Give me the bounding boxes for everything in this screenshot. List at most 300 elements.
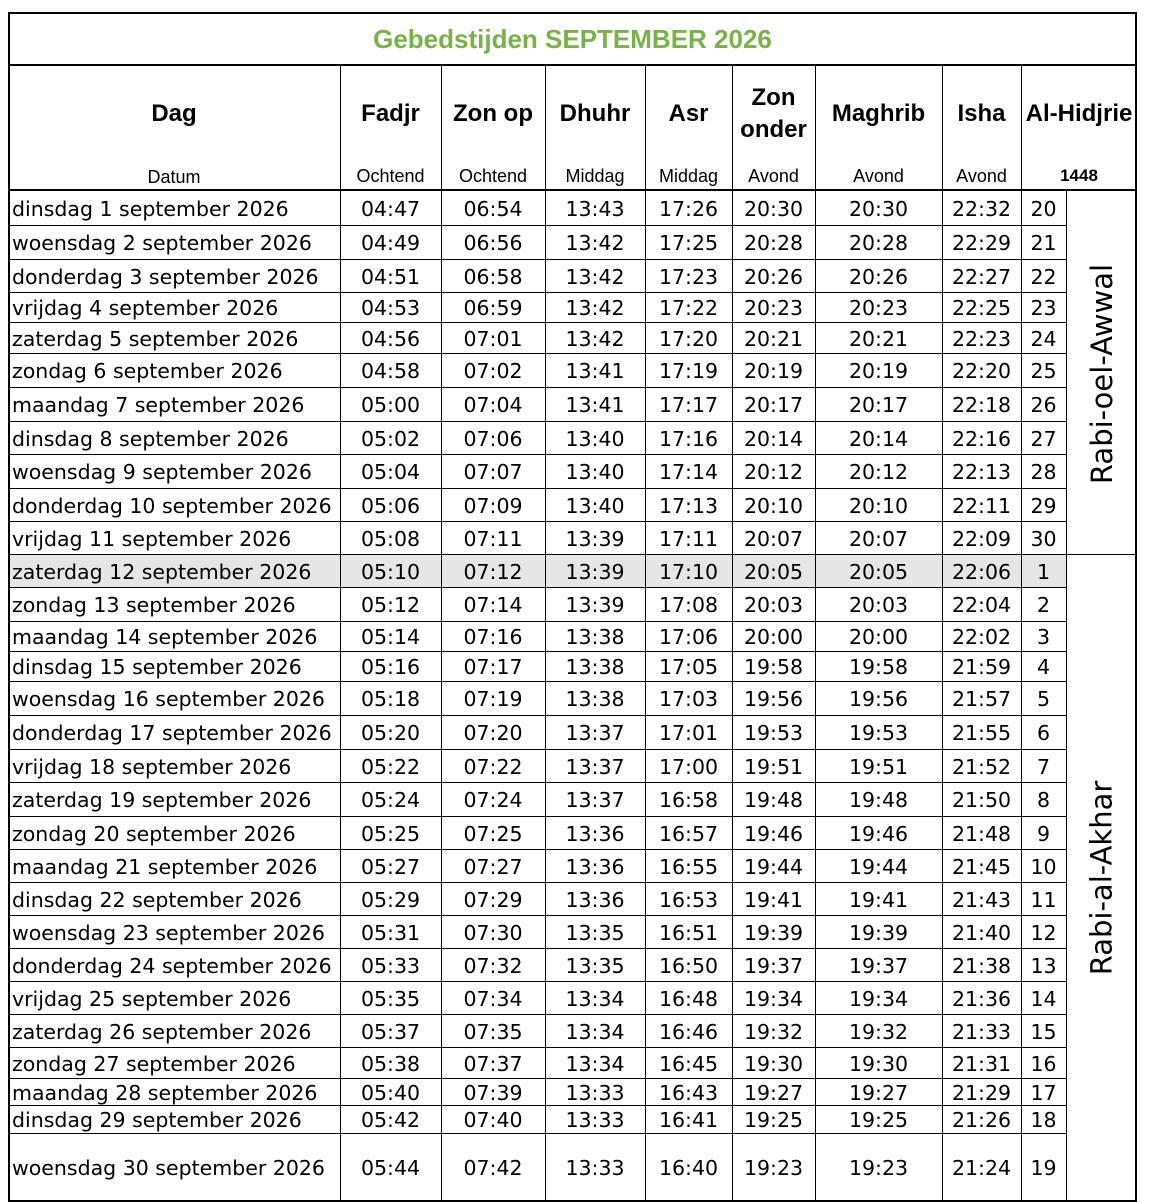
isha-time-cell: 22:06 <box>951 559 1012 584</box>
fadjr-time-cell: 04:51 <box>360 264 421 289</box>
hijri-day-cell: 28 <box>1030 460 1057 484</box>
prayer-times-sheet <box>8 12 1139 1193</box>
column-divider <box>942 66 943 1202</box>
asr-time-cell: 16:50 <box>658 953 719 978</box>
fadjr-time-cell: 05:24 <box>360 788 421 812</box>
isha-time-cell: 22:32 <box>951 197 1012 221</box>
fadjr-time-cell: 05:35 <box>360 986 421 1011</box>
zonop-time-cell: 07:24 <box>463 788 523 812</box>
date-cell: zaterdag 19 september 2026 <box>12 788 312 812</box>
zonop-time-cell: 07:27 <box>463 854 523 879</box>
fadjr-time-cell: 04:47 <box>360 197 421 221</box>
fadjr-time-cell: 05:42 <box>360 1108 421 1132</box>
subheader-dag: Datum <box>147 167 201 187</box>
dhuhr-time-cell: 13:34 <box>565 986 625 1011</box>
date-cell: vrijdag 11 september 2026 <box>12 526 292 551</box>
subheader-isha: Avond <box>956 165 1007 186</box>
maghrib-time-cell: 19:23 <box>848 1155 909 1180</box>
maghrib-time-cell: 19:37 <box>848 953 909 978</box>
dhuhr-time-cell: 13:33 <box>565 1108 625 1132</box>
date-cell: woensdag 9 september 2026 <box>12 460 312 484</box>
subheader-hidjri: 1448 <box>1060 166 1098 185</box>
maghrib-time-cell: 20:30 <box>848 197 909 221</box>
fadjr-time-cell: 05:44 <box>360 1155 421 1180</box>
asr-time-cell: 17:22 <box>658 296 719 320</box>
zonop-time-cell: 07:11 <box>463 526 523 551</box>
date-cell: zondag 20 september 2026 <box>12 821 296 846</box>
zononder-time-cell: 20:21 <box>743 326 804 351</box>
maghrib-time-cell: 19:56 <box>848 687 909 711</box>
zonop-time-cell: 07:35 <box>463 1019 523 1044</box>
header-zononder: Zon onder <box>740 84 807 143</box>
maghrib-time-cell: 20:10 <box>848 493 909 518</box>
date-cell: woensdag 23 september 2026 <box>12 920 325 945</box>
asr-time-cell: 17:23 <box>658 264 719 289</box>
zononder-time-cell: 20:26 <box>743 264 804 289</box>
dhuhr-time-cell: 13:42 <box>565 296 625 320</box>
asr-time-cell: 17:08 <box>658 593 719 617</box>
header-asr: Asr <box>668 100 709 127</box>
hijri-day-cell: 9 <box>1036 821 1051 846</box>
isha-time-cell: 22:23 <box>951 326 1012 351</box>
asr-time-cell: 17:20 <box>658 326 719 351</box>
maghrib-time-cell: 19:27 <box>848 1080 909 1105</box>
maghrib-time-cell: 19:25 <box>848 1108 909 1132</box>
isha-time-cell: 21:57 <box>951 687 1012 711</box>
header-fadjr: Fadjr <box>361 100 420 127</box>
asr-time-cell: 16:48 <box>658 986 719 1011</box>
date-cell: zondag 6 september 2026 <box>12 359 283 383</box>
zonop-time-cell: 07:19 <box>463 687 523 711</box>
column-divider <box>1066 190 1067 1202</box>
dhuhr-time-cell: 13:35 <box>565 953 625 978</box>
dhuhr-time-cell: 13:35 <box>565 920 625 945</box>
zononder-time-cell: 19:39 <box>743 920 804 945</box>
subheader-maghrib: Avond <box>853 165 904 186</box>
zononder-time-cell: 19:44 <box>743 854 804 879</box>
date-cell: maandag 21 september 2026 <box>12 854 318 879</box>
maghrib-time-cell: 19:46 <box>848 821 909 846</box>
zonop-time-cell: 07:01 <box>463 326 523 351</box>
subheader-fadjr: Ochtend <box>356 165 425 186</box>
zononder-time-cell: 20:19 <box>743 359 804 383</box>
asr-time-cell: 17:13 <box>658 493 719 518</box>
fadjr-time-cell: 05:29 <box>360 887 421 912</box>
isha-time-cell: 21:33 <box>951 1019 1012 1044</box>
isha-time-cell: 22:20 <box>951 359 1012 383</box>
zononder-time-cell: 20:17 <box>743 393 804 417</box>
asr-time-cell: 17:26 <box>658 197 719 221</box>
zonop-time-cell: 07:34 <box>463 986 523 1011</box>
isha-time-cell: 22:11 <box>951 493 1012 518</box>
date-cell: dinsdag 15 september 2026 <box>12 655 302 679</box>
column-divider <box>815 66 816 1202</box>
date-cell: maandag 14 september 2026 <box>12 625 318 649</box>
zonop-time-cell: 06:58 <box>463 264 523 289</box>
header-dag: Dag <box>151 100 197 127</box>
isha-time-cell: 22:25 <box>951 296 1012 320</box>
isha-time-cell: 22:13 <box>951 460 1012 484</box>
dhuhr-time-cell: 13:36 <box>565 854 625 879</box>
asr-time-cell: 17:01 <box>658 721 719 745</box>
zonop-time-cell: 07:20 <box>463 721 523 745</box>
hijri-day-cell: 19 <box>1030 1155 1057 1180</box>
date-cell: donderdag 3 september 2026 <box>12 264 319 289</box>
fadjr-time-cell: 05:37 <box>360 1019 421 1044</box>
zononder-time-cell: 19:34 <box>743 986 804 1011</box>
zonop-time-cell: 07:29 <box>463 887 523 912</box>
dhuhr-time-cell: 13:36 <box>565 887 625 912</box>
asr-time-cell: 17:11 <box>658 526 719 551</box>
zononder-time-cell: 20:30 <box>743 197 804 221</box>
asr-time-cell: 17:05 <box>658 655 719 679</box>
dhuhr-time-cell: 13:39 <box>565 593 625 617</box>
hijri-day-cell: 3 <box>1036 625 1051 649</box>
zononder-time-cell: 19:46 <box>743 821 804 846</box>
column-divider <box>340 66 341 1202</box>
zonop-time-cell: 07:14 <box>463 593 523 617</box>
zonop-time-cell: 07:04 <box>463 393 523 417</box>
isha-time-cell: 21:55 <box>951 721 1012 745</box>
zononder-time-cell: 20:23 <box>743 296 804 320</box>
asr-time-cell: 17:17 <box>658 393 719 417</box>
isha-time-cell: 21:26 <box>951 1108 1012 1132</box>
maghrib-time-cell: 20:07 <box>848 526 909 551</box>
asr-time-cell: 17:14 <box>658 460 719 484</box>
fadjr-time-cell: 05:12 <box>360 593 421 617</box>
isha-time-cell: 22:02 <box>951 625 1012 649</box>
header-isha: Isha <box>957 100 1006 127</box>
maghrib-time-cell: 19:32 <box>848 1019 909 1044</box>
date-cell: maandag 7 september 2026 <box>12 393 305 417</box>
fadjr-time-cell: 05:20 <box>360 721 421 745</box>
isha-time-cell: 21:50 <box>951 788 1012 812</box>
maghrib-time-cell: 20:28 <box>848 231 909 255</box>
fadjr-time-cell: 05:00 <box>360 393 421 417</box>
isha-time-cell: 22:04 <box>951 593 1012 617</box>
fadjr-time-cell: 05:16 <box>360 655 421 679</box>
zononder-time-cell: 20:10 <box>743 493 804 518</box>
zononder-time-cell: 20:28 <box>743 231 804 255</box>
asr-time-cell: 17:06 <box>658 625 719 649</box>
zonop-time-cell: 07:32 <box>463 953 523 978</box>
zononder-time-cell: 19:56 <box>743 687 804 711</box>
isha-time-cell: 22:29 <box>951 231 1012 255</box>
dhuhr-time-cell: 13:33 <box>565 1155 625 1180</box>
asr-time-cell: 17:00 <box>658 754 719 779</box>
column-divider <box>1021 66 1022 1202</box>
fadjr-time-cell: 05:27 <box>360 854 421 879</box>
hijri-day-cell: 23 <box>1030 296 1057 320</box>
maghrib-time-cell: 19:39 <box>848 920 909 945</box>
dhuhr-time-cell: 13:34 <box>565 1051 625 1076</box>
date-cell: woensdag 16 september 2026 <box>12 687 325 711</box>
zonop-time-cell: 07:02 <box>463 359 523 383</box>
hijri-day-cell: 6 <box>1036 721 1051 745</box>
date-cell: donderdag 10 september 2026 <box>12 493 332 518</box>
column-divider <box>8 66 10 1202</box>
asr-time-cell: 17:19 <box>658 359 719 383</box>
hijri-day-cell: 12 <box>1030 920 1057 945</box>
hijri-day-cell: 26 <box>1030 393 1057 417</box>
dhuhr-time-cell: 13:43 <box>565 197 625 221</box>
fadjr-time-cell: 05:40 <box>360 1080 421 1105</box>
dhuhr-time-cell: 13:40 <box>565 493 625 518</box>
asr-time-cell: 17:10 <box>658 559 719 584</box>
dhuhr-time-cell: 13:42 <box>565 264 625 289</box>
date-cell: zaterdag 26 september 2026 <box>12 1019 312 1044</box>
column-divider <box>732 66 733 1202</box>
hijri-day-cell: 1 <box>1036 559 1051 584</box>
isha-time-cell: 21:45 <box>951 854 1012 879</box>
asr-time-cell: 17:25 <box>658 231 719 255</box>
zononder-time-cell: 19:48 <box>743 788 804 812</box>
zonop-time-cell: 07:30 <box>463 920 523 945</box>
zonop-time-cell: 07:06 <box>463 426 523 451</box>
asr-time-cell: 17:16 <box>658 426 719 451</box>
maghrib-time-cell: 19:48 <box>848 788 909 812</box>
fadjr-time-cell: 05:38 <box>360 1051 421 1076</box>
dhuhr-time-cell: 13:42 <box>565 326 625 351</box>
maghrib-time-cell: 20:00 <box>848 625 909 649</box>
zonop-time-cell: 07:37 <box>463 1051 523 1076</box>
isha-time-cell: 21:43 <box>951 887 1012 912</box>
hijri-day-cell: 15 <box>1030 1019 1057 1044</box>
hijri-day-cell: 13 <box>1030 953 1057 978</box>
isha-time-cell: 21:52 <box>951 754 1012 779</box>
zononder-time-cell: 19:41 <box>743 887 804 912</box>
fadjr-time-cell: 05:02 <box>360 426 421 451</box>
asr-time-cell: 16:58 <box>658 788 719 812</box>
maghrib-time-cell: 20:19 <box>848 359 909 383</box>
asr-time-cell: 16:46 <box>658 1019 719 1044</box>
fadjr-time-cell: 05:08 <box>360 526 421 551</box>
maghrib-time-cell: 20:23 <box>848 296 909 320</box>
page-title: Gebedstijden SEPTEMBER 2026 <box>8 12 1137 66</box>
hijri-day-cell: 29 <box>1030 493 1057 518</box>
zonop-time-cell: 06:56 <box>463 231 523 255</box>
dhuhr-time-cell: 13:39 <box>565 526 625 551</box>
hijri-day-cell: 20 <box>1030 197 1057 221</box>
fadjr-time-cell: 05:33 <box>360 953 421 978</box>
zononder-time-cell: 20:00 <box>743 625 804 649</box>
fadjr-time-cell: 05:06 <box>360 493 421 518</box>
isha-time-cell: 21:29 <box>951 1080 1012 1105</box>
isha-time-cell: 21:36 <box>951 986 1012 1011</box>
maghrib-time-cell: 20:12 <box>848 460 909 484</box>
zonop-time-cell: 07:12 <box>463 559 523 584</box>
zononder-time-cell: 19:58 <box>743 655 804 679</box>
column-divider <box>645 66 646 1202</box>
dhuhr-time-cell: 13:37 <box>565 788 625 812</box>
date-cell: dinsdag 8 september 2026 <box>12 426 289 451</box>
zononder-time-cell: 20:05 <box>743 559 804 584</box>
hijri-day-cell: 21 <box>1030 231 1057 255</box>
hijri-month-label: Rabi-oel-Awwal <box>1084 263 1119 484</box>
subheader-dhuhr: Middag <box>565 165 625 186</box>
fadjr-time-cell: 05:10 <box>360 559 421 584</box>
fadjr-time-cell: 04:53 <box>360 296 421 320</box>
asr-time-cell: 16:40 <box>658 1155 719 1180</box>
date-cell: donderdag 24 september 2026 <box>12 953 332 978</box>
zononder-time-cell: 20:07 <box>743 526 804 551</box>
dhuhr-time-cell: 13:36 <box>565 821 625 846</box>
isha-time-cell: 22:09 <box>951 526 1012 551</box>
zononder-time-cell: 19:32 <box>743 1019 804 1044</box>
zonop-time-cell: 07:07 <box>463 460 523 484</box>
zonop-time-cell: 07:09 <box>463 493 523 518</box>
zononder-time-cell: 20:03 <box>743 593 804 617</box>
dhuhr-time-cell: 13:40 <box>565 426 625 451</box>
hijri-day-cell: 18 <box>1030 1108 1057 1132</box>
hijri-day-cell: 11 <box>1030 887 1057 912</box>
header-zonop: Zon op <box>453 100 533 127</box>
zonop-time-cell: 07:16 <box>463 625 523 649</box>
date-cell: dinsdag 22 september 2026 <box>12 887 302 912</box>
zononder-time-cell: 19:30 <box>743 1051 804 1076</box>
date-cell: woensdag 30 september 2026 <box>12 1155 325 1180</box>
date-cell: dinsdag 29 september 2026 <box>12 1108 302 1132</box>
dhuhr-time-cell: 13:41 <box>565 393 625 417</box>
isha-time-cell: 21:31 <box>951 1051 1012 1076</box>
fadjr-time-cell: 05:31 <box>360 920 421 945</box>
maghrib-time-cell: 20:03 <box>848 593 909 617</box>
header-maghrib: Maghrib <box>831 100 926 127</box>
dhuhr-time-cell: 13:40 <box>565 460 625 484</box>
fadjr-time-cell: 04:58 <box>360 359 421 383</box>
subheader-zonop: Ochtend <box>458 165 528 186</box>
dhuhr-time-cell: 13:34 <box>565 1019 625 1044</box>
isha-time-cell: 22:18 <box>951 393 1012 417</box>
maghrib-time-cell: 19:34 <box>848 986 909 1011</box>
maghrib-time-cell: 19:58 <box>848 655 909 679</box>
zononder-time-cell: 19:37 <box>743 953 804 978</box>
fadjr-time-cell: 05:25 <box>360 821 421 846</box>
date-cell: zondag 13 september 2026 <box>12 593 296 617</box>
maghrib-time-cell: 20:17 <box>848 393 909 417</box>
header-divider <box>8 189 1137 191</box>
hijri-day-cell: 8 <box>1036 788 1051 812</box>
asr-time-cell: 17:03 <box>658 687 719 711</box>
dhuhr-time-cell: 13:42 <box>565 231 625 255</box>
dhuhr-time-cell: 13:41 <box>565 359 625 383</box>
zonop-time-cell: 07:42 <box>463 1155 523 1180</box>
hijri-day-cell: 22 <box>1030 264 1057 289</box>
zononder-time-cell: 20:12 <box>743 460 804 484</box>
isha-time-cell: 21:24 <box>951 1155 1012 1180</box>
asr-time-cell: 16:45 <box>658 1051 719 1076</box>
isha-time-cell: 21:40 <box>951 920 1012 945</box>
zononder-time-cell: 19:25 <box>743 1108 804 1132</box>
maghrib-time-cell: 19:53 <box>848 721 909 745</box>
dhuhr-time-cell: 13:37 <box>565 721 625 745</box>
zonop-time-cell: 06:59 <box>463 296 523 320</box>
fadjr-time-cell: 05:18 <box>360 687 421 711</box>
hijri-day-cell: 17 <box>1030 1080 1057 1105</box>
zononder-time-cell: 20:14 <box>743 426 804 451</box>
zonop-time-cell: 07:25 <box>463 821 523 846</box>
fadjr-time-cell: 04:56 <box>360 326 421 351</box>
asr-time-cell: 16:53 <box>658 887 719 912</box>
maghrib-time-cell: 20:14 <box>848 426 909 451</box>
column-divider <box>1135 66 1137 1202</box>
isha-time-cell: 21:38 <box>951 953 1012 978</box>
isha-time-cell: 22:27 <box>951 264 1012 289</box>
maghrib-time-cell: 19:51 <box>848 754 909 779</box>
zononder-time-cell: 19:27 <box>743 1080 804 1105</box>
fadjr-time-cell: 04:49 <box>360 231 421 255</box>
date-cell: vrijdag 25 september 2026 <box>12 986 292 1011</box>
date-cell: donderdag 17 september 2026 <box>12 721 332 745</box>
hijri-day-cell: 24 <box>1030 326 1057 351</box>
date-cell: zondag 27 september 2026 <box>12 1051 296 1076</box>
column-divider <box>545 66 546 1202</box>
hijri-day-cell: 16 <box>1030 1051 1057 1076</box>
dhuhr-time-cell: 13:39 <box>565 559 625 584</box>
date-cell: zaterdag 5 september 2026 <box>12 326 299 351</box>
hijri-day-cell: 4 <box>1036 655 1051 679</box>
maghrib-time-cell: 20:05 <box>848 559 909 584</box>
isha-time-cell: 22:16 <box>951 426 1012 451</box>
dhuhr-time-cell: 13:38 <box>565 625 625 649</box>
hijri-day-cell: 5 <box>1036 687 1051 711</box>
date-cell: woensdag 2 september 2026 <box>12 231 312 255</box>
fadjr-time-cell: 05:22 <box>360 754 421 779</box>
zonop-time-cell: 07:40 <box>463 1108 523 1132</box>
date-cell: maandag 28 september 2026 <box>12 1080 318 1105</box>
hijri-month-label: Rabi-al-Akhar <box>1084 780 1119 976</box>
zononder-time-cell: 19:51 <box>743 754 804 779</box>
zonop-time-cell: 07:17 <box>463 655 523 679</box>
hijri-day-cell: 25 <box>1030 359 1057 383</box>
asr-time-cell: 16:51 <box>658 920 719 945</box>
zonop-time-cell: 07:39 <box>463 1080 523 1105</box>
hijri-day-cell: 7 <box>1036 754 1051 779</box>
asr-time-cell: 16:43 <box>658 1080 719 1105</box>
hijri-day-cell: 27 <box>1030 426 1057 451</box>
dhuhr-time-cell: 13:37 <box>565 754 625 779</box>
subheader-zononder: Avond <box>748 165 799 186</box>
maghrib-time-cell: 20:21 <box>848 326 909 351</box>
date-cell: dinsdag 1 september 2026 <box>12 197 289 221</box>
header-hidjri: Al-Hidjrie <box>1025 100 1133 127</box>
zononder-time-cell: 19:53 <box>743 721 804 745</box>
date-cell: vrijdag 4 september 2026 <box>12 296 279 320</box>
dhuhr-time-cell: 13:33 <box>565 1080 625 1105</box>
asr-time-cell: 16:55 <box>658 854 719 879</box>
dhuhr-time-cell: 13:38 <box>565 655 625 679</box>
date-cell: vrijdag 18 september 2026 <box>12 754 292 779</box>
isha-time-cell: 21:48 <box>951 821 1012 846</box>
isha-time-cell: 21:59 <box>951 655 1012 679</box>
hijri-day-cell: 30 <box>1030 526 1057 551</box>
fadjr-time-cell: 05:14 <box>360 625 421 649</box>
maghrib-time-cell: 19:41 <box>848 887 909 912</box>
asr-time-cell: 16:41 <box>658 1108 719 1132</box>
header-dhuhr: Dhuhr <box>559 100 631 127</box>
maghrib-time-cell: 19:30 <box>848 1051 909 1076</box>
dhuhr-time-cell: 13:38 <box>565 687 625 711</box>
column-divider <box>441 66 442 1202</box>
asr-time-cell: 16:57 <box>658 821 719 846</box>
hijri-day-cell: 2 <box>1036 593 1051 617</box>
hijri-day-cell: 14 <box>1030 986 1057 1011</box>
zonop-time-cell: 07:22 <box>463 754 523 779</box>
zononder-time-cell: 19:23 <box>743 1155 804 1180</box>
maghrib-time-cell: 19:44 <box>848 854 909 879</box>
maghrib-time-cell: 20:26 <box>848 264 909 289</box>
fadjr-time-cell: 05:04 <box>360 460 421 484</box>
